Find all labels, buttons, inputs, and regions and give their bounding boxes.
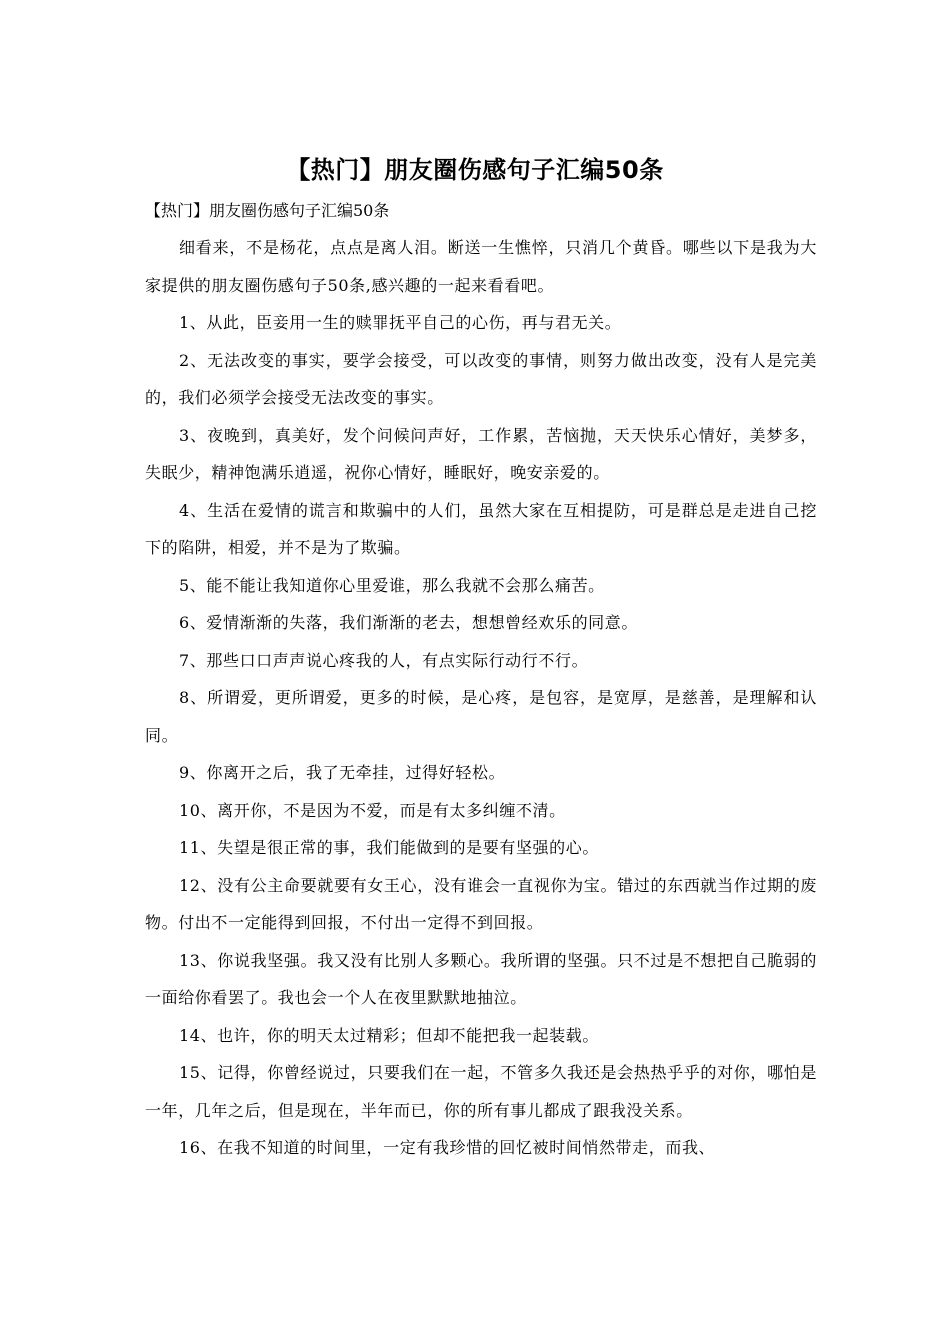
list-item: 3、夜晚到，真美好，发个问候问声好，工作累，苦恼抛，天天快乐心情好，美梦多，失眠少，精神饱满乐逍遥，祝你心情好，睡眠好，晚安亲爱的。 (145, 425, 817, 482)
document-body (145, 148, 817, 1167)
list-item: 2、无法改变的事实，要学会接受，可以改变的事情，则努力做出改变，没有人是完美的，我们必须学会接受无法改变的事实。 (145, 350, 817, 407)
intro-paragraph: 细看来，不是杨花，点点是离人泪。断送一生憔悴，只消几个黄昏。哪些以下是我为大家提供的朋友圈伤感句子50条,感兴趣的一起来看看吧。 (145, 238, 817, 295)
list-item: 14、也许，你的明天太过精彩；但却不能把我一起装载。 (179, 1025, 599, 1045)
list-item: 4、生活在爱情的谎言和欺骗中的人们，虽然大家在互相提防，可是群总是走进自己挖下的陷阱，相爱，并不是为了欺骗。 (145, 500, 817, 557)
list-item: 6、爱情渐渐的失落，我们渐渐的老去，想想曾经欢乐的同意。 (179, 613, 638, 632)
document-subtitle: 【热门】朋友圈伤感句子汇编50条 (145, 201, 390, 220)
list-item: 1、从此，臣妾用一生的赎罪抚平自己的心伤，再与君无关。 (179, 313, 622, 332)
list-item: 9、你离开之后，我了无牵挂，过得好轻松。 (179, 763, 506, 782)
list-item: 11、失望是很正常的事，我们能做到的是要有坚强的心。 (179, 838, 599, 857)
list-item: 10、离开你，不是因为不爱，而是有太多纠缠不清。 (179, 800, 566, 820)
list-item: 13、你说我坚强。我又没有比别人多颗心。我所谓的坚强。只不过是不想把自己脆弱的一面给你看罢了。我也会一个人在夜里默默地抽泣。 (145, 950, 817, 1007)
list-item: 7、那些口口声声说心疼我的人，有点实际行动行不行。 (179, 650, 589, 670)
document-title: 【热门】朋友圈伤感句子汇编50条 (286, 156, 664, 184)
list-item: 15、记得，你曾经说过，只要我们在一起，不管多久我还是会热热乎乎的对你，哪怕是一年，几年之后，但是现在，半年而已，你的所有事儿都成了跟我没关系。 (145, 1063, 817, 1120)
list-item: 5、能不能让我知道你心里爱谁，那么我就不会那么痛苦。 (179, 575, 605, 595)
list-item: 12、没有公主命要就要有女王心，没有谁会一直视你为宝。错过的东西就当作过期的废物。付出不一定能得到回报，不付出一定得不到回报。 (145, 875, 817, 932)
list-item: 8、所谓爱，更所谓爱，更多的时候，是心疼，是包容，是宽厚，是慈善，是理解和认同。 (145, 688, 817, 745)
list-item: 16、在我不知道的时间里，一定有我珍惜的回忆被时间悄然带走，而我、 (179, 1138, 716, 1157)
